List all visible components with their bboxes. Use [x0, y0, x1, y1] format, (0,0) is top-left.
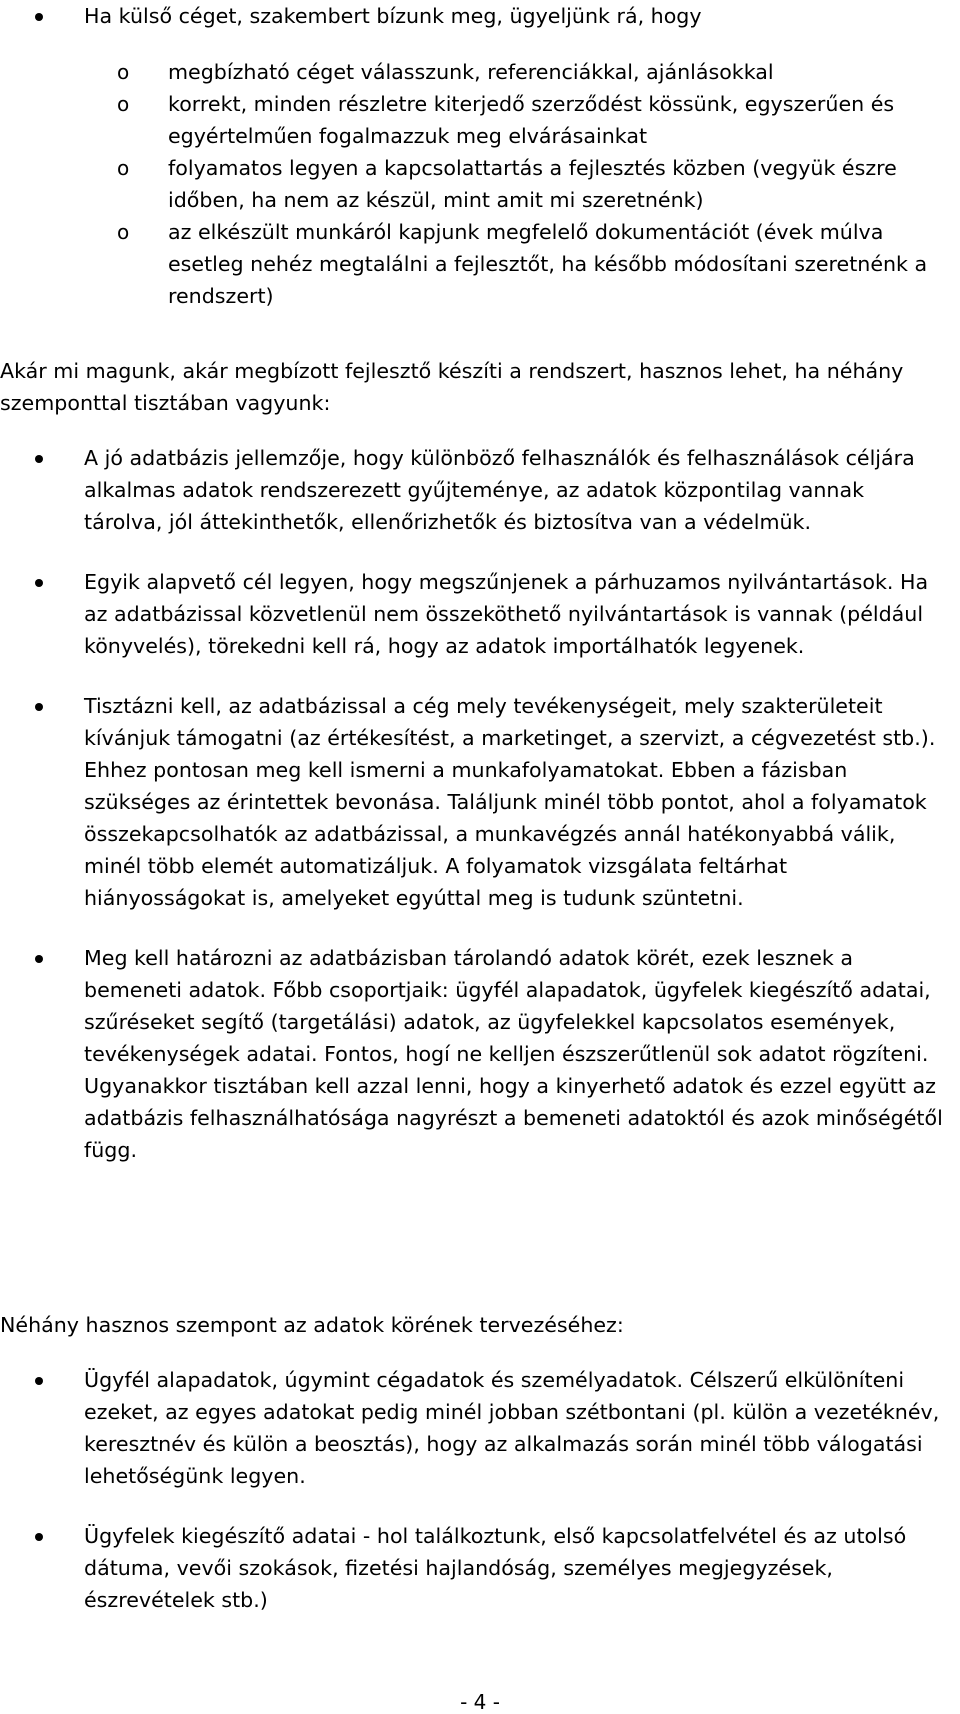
bullet-icon: [35, 13, 43, 21]
intro-list: [0, 0, 960, 312]
list-item-text: Egyik alapvető cél legyen, hogy megszűnjenek a párhuzamos nyilvántartások. Ha az adatbázissal közvetlenül nem összeköthető nyilvántartások is vannak (például könyvelés), törekedni kell rá, hogy az adatok importálhatók legyenek.: [84, 570, 929, 658]
paragraph: Néhány hasznos szempont az adatok körének tervezéséhez:: [0, 1313, 624, 1337]
bullet-icon: [35, 703, 43, 711]
paragraph: Akár mi magunk, akár megbízott fejlesztő készíti a rendszert, hasznos lehet, ha néhány szemponttal tisztában vagyunk:: [0, 359, 904, 415]
bullet-icon: [35, 955, 43, 963]
bullet-icon: [35, 1533, 43, 1541]
list-item-text: Ügyfél alapadatok, úgymint cégadatok és személyadatok. Célszerű elkülöníteni ezeket, az egyes adatokat pedig minél jobban szétbontani (pl. külön a vezetéknév, keresztnév és külön a beosztás), hogy az alkalmazás során minél több válogatási lehetőségünk legyen.: [84, 1368, 940, 1488]
list-item-text: Tisztázni kell, az adatbázissal a cég mely tevékenységeit, mely szakterületeit kívánjuk támogatni (az értékesítést, a marketinget, a szervizt, a cégvezetést stb.). Ehhez pontosan meg kell ismerni a munkafolyamatokat. Ebben a fázisban szükséges az érintettek bevonása. Találjunk minél több pontot, ahol a folyamatok összekapcsolhatók az adatbázissal, a munkavégzés annál hatékonyabbá válik, minél több elemét automatizáljuk. A folyamatok vizsgálata feltárhat hiányosságokat is, amelyeket egyúttal meg is tudunk szüntetni.: [84, 694, 936, 910]
list-item: [0, 942, 944, 1166]
sub-item-text: az elkészült munkáról kapjunk megfelelő dokumentációt (évek múlva esetleg nehéz megtalálni a fejlesztőt, ha később módosítani szeretnénk a rendszert): [168, 220, 928, 308]
sub-list-item: [0, 88, 948, 152]
list-item: [0, 0, 944, 32]
list-item: [0, 690, 944, 914]
circle-bullet-icon: o: [117, 156, 130, 180]
sub-list-item: [0, 152, 948, 216]
bullet-icon: [35, 455, 43, 463]
circle-bullet-icon: o: [117, 60, 130, 84]
sub-list-item: [0, 216, 948, 312]
circle-bullet-icon: o: [117, 92, 130, 116]
list-item: [0, 442, 944, 538]
sub-item-text: folyamatos legyen a kapcsolattartás a fejlesztés közben (vegyük észre időben, ha nem az készül, mint amit mi szeretnénk): [168, 156, 897, 212]
sub-list-item: [0, 56, 948, 88]
bullet-list: [0, 1364, 960, 1616]
page-number: - 4 -: [460, 1690, 500, 1714]
sub-item-text: megbízható céget válasszunk, referenciákkal, ajánlásokkal: [168, 60, 774, 84]
list-item-text: Meg kell határozni az adatbázisban tárolandó adatok körét, ezek lesznek a bemeneti adatok. Főbb csoportjaik: ügyfél alapadatok, ügyfelek kiegészítő adatai, szűréseket segítő (targetálási) adatok, az ügyfelekkel kapcsolatos események, tevékenységek adatai. Fontos, hogí ne kelljen észszerűtlenül sok adatot rögzíteni. Ugyanakkor tisztában kell azzal lenni, hogy a kinyerhető adatok és ezzel együtt az adatbázis felhasználhatósága nagyrészt a bemeneti adatoktól és azok minőségétől függ.: [84, 946, 943, 1162]
list-item: [0, 1520, 944, 1616]
sub-list: [0, 56, 960, 312]
circle-bullet-icon: o: [117, 220, 130, 244]
bullet-icon: [35, 579, 43, 587]
bullet-list: [0, 442, 960, 1166]
sub-item-text: korrekt, minden részletre kiterjedő szerződést kössünk, egyszerűen és egyértelműen fogalmazzuk meg elvárásainkat: [168, 92, 895, 148]
list-item: [0, 1364, 944, 1492]
list-item-text: Ügyfelek kiegészítő adatai - hol találkoztunk, első kapcsolatfelvétel és az utolsó dátuma, vevői szokások, fizetési hajlandóság, személyes megjegyzések, észrevételek stb.): [84, 1524, 907, 1612]
list-item: [0, 566, 944, 662]
intro-bullet-text: Ha külső céget, szakembert bízunk meg, ügyeljünk rá, hogy: [84, 4, 702, 28]
bullet-icon: [35, 1377, 43, 1385]
list-item-text: A jó adatbázis jellemzője, hogy különböző felhasználók és felhasználások céljára alkalmas adatok rendszerezett gyűjteménye, az adatok központilag vannak tárolva, jól áttekinthetők, ellenőrizhetők és biztosítva van a védelmük.: [84, 446, 915, 534]
